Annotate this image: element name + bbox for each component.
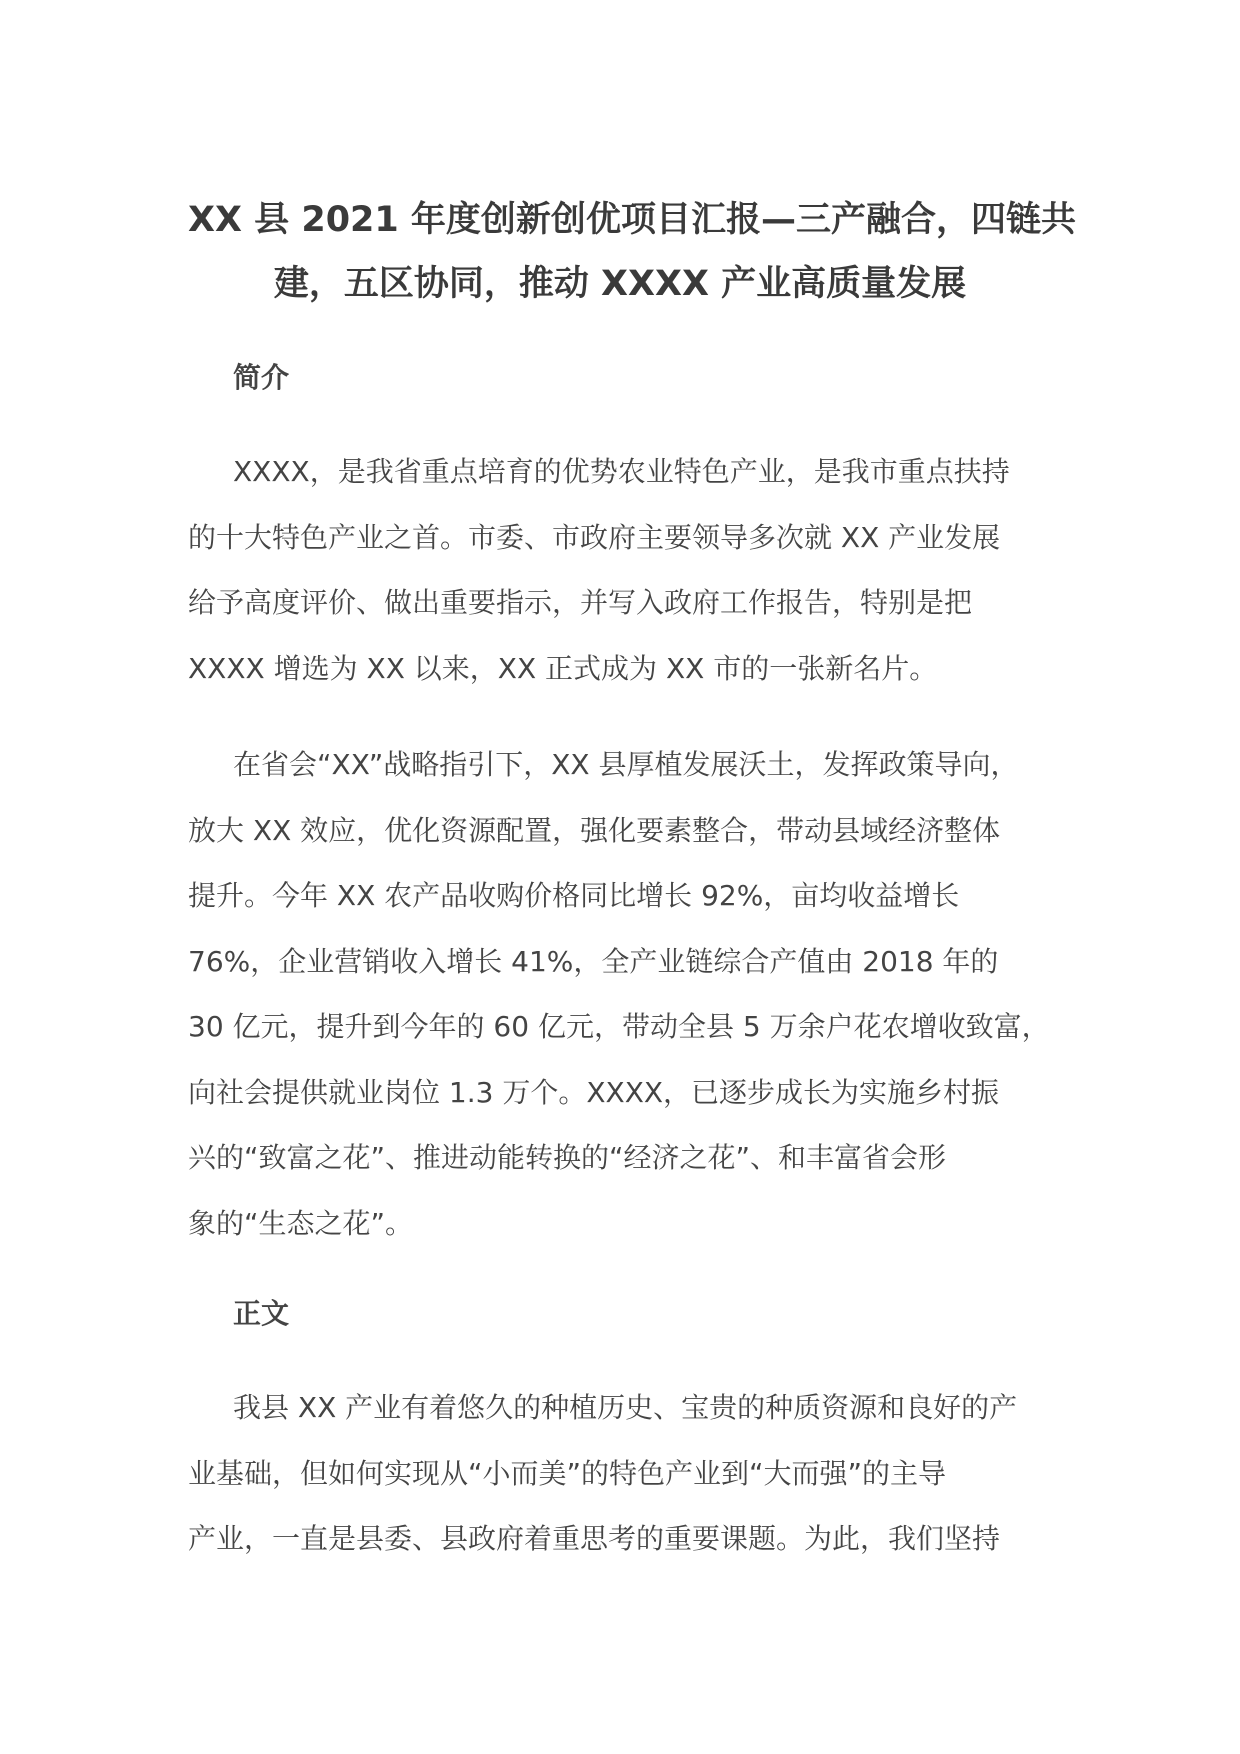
paragraph-line: 兴的“致富之花”、推进动能转换的“经济之花”、和丰富省会形: [188, 1141, 947, 1174]
paragraph-line: 提升。今年 XX 农产品收购价格同比增长 92%，亩均收益增长: [188, 879, 960, 912]
paragraph-line: XXXX 增选为 XX 以来，XX 正式成为 XX 市的一张新名片。: [188, 651, 938, 685]
paragraph-line: 76%，企业营销收入增长 41%，全产业链综合产值由 2018 年的: [188, 944, 999, 978]
intro-paragraph-1: [188, 450, 1068, 712]
paragraph-line: 业基础，但如何实现从“小而美”的特色产业到“大而强”的主导: [188, 1456, 947, 1490]
title-line: XX 县 2021 年度创新创优项目汇报—三产融合，四链共: [188, 200, 1076, 240]
paragraph-line: 的十大特色产业之首。市委、市政府主要领导多次就 XX 产业发展: [188, 520, 1001, 554]
paragraph-line: 放大 XX 效应，优化资源配置，强化要素整合，带动县域经济整体: [188, 813, 1001, 847]
paragraph-line: 给予高度评价、做出重要指示，并写入政府工作报告，特别是把: [188, 586, 973, 619]
section-heading-body: 正文: [233, 1297, 290, 1330]
section-heading-intro: 简介: [233, 361, 290, 394]
paragraph-line: 我县 XX 产业有着悠久的种植历史、宝贵的种质资源和良好的产: [233, 1391, 1018, 1424]
title-line: 建，五区协同，推动 XXXX 产业高质量发展: [273, 264, 967, 304]
paragraph-line: 30 亿元，提升到今年的 60 亿元，带动全县 5 万余户花农增收致富，: [188, 1010, 1050, 1043]
body-paragraph-1: [188, 1386, 1068, 1583]
document-title: [188, 188, 1076, 316]
paragraph-line: XXXX，是我省重点培育的优势农业特色产业，是我市重点扶持: [233, 455, 1010, 488]
paragraph-line: 在省会“XX”战略指引下，XX 县厚植发展沃土，发挥政策导向，: [233, 748, 1019, 781]
paragraph-line: 产业，一直是县委、县政府着重思考的重要课题。为此，我们坚持: [188, 1522, 1001, 1555]
paragraph-line: 向社会提供就业岗位 1.3 万个。XXXX，已逐步成长为实施乡村振: [188, 1075, 1000, 1109]
paragraph-line: 象的“生态之花”。: [188, 1206, 414, 1240]
intro-paragraph-2: [188, 743, 1068, 1267]
